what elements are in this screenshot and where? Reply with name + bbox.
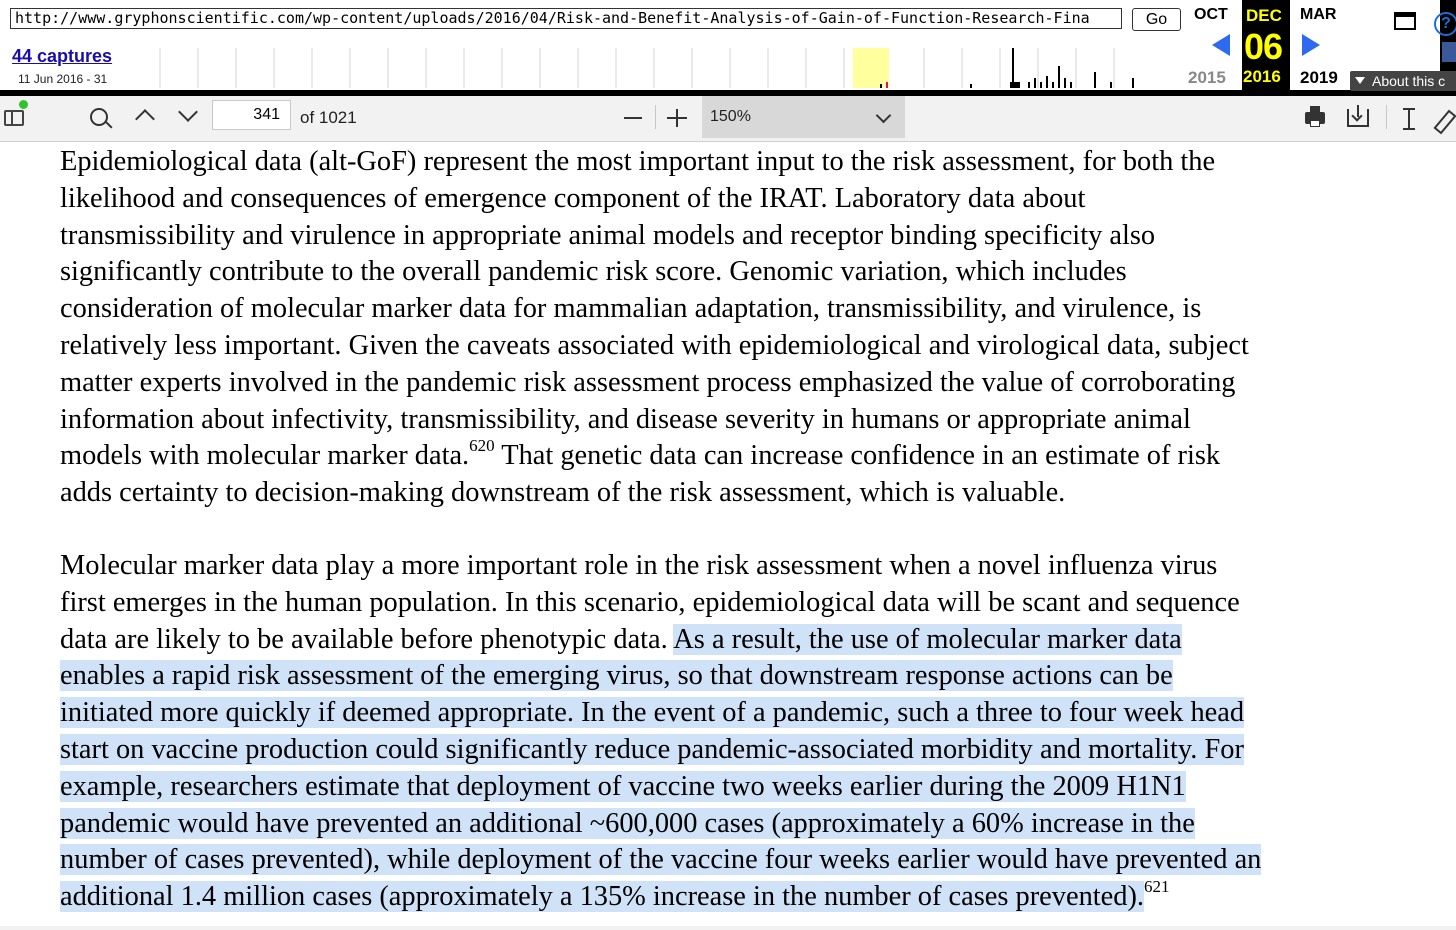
wayback-url-input[interactable]: http://www.gryphonscientific.com/wp-content/uploads/2016/04/Risk-and-Benefit-Analysis-of-Gain-of-Function-Research-Fina [10, 8, 1122, 29]
toolbar-divider [655, 105, 656, 129]
facebook-icon[interactable] [1442, 42, 1456, 62]
print-icon[interactable] [1305, 112, 1325, 124]
sidebar-toggle-icon[interactable] [4, 110, 24, 126]
sparkline-current-marker [886, 82, 888, 88]
pdf-page-content [60, 144, 1450, 916]
zoom-in-icon[interactable] [667, 109, 687, 127]
download-icon[interactable] [1347, 109, 1369, 127]
paragraph-text: Epidemiological data (alt-GoF) represent the most important input to the risk assessment, for both the likelihood and consequences of emergence component of the IRAT. Laboratory data about transmissibility and virulence in appropriate animal models and receptor binding specificity also significantly contribute to the overall pandemic risk score. Genomic variation, which includes consideration of molecular marker data for mammalian adaptation, transmissibility, and virulence, is relatively less important. Given the caveats associated with epidemiological and virological data, subject matter experts involved in the pandemic risk assessment process emphasized the value of corroborating information about infectivity, transmissibility, and disease severity in humans or appropriate animal models with molecular marker data. [60, 146, 1249, 472]
prev-capture-arrow-icon[interactable] [1212, 34, 1230, 56]
month-current: DEC [1246, 6, 1282, 25]
chevron-down-icon[interactable] [178, 102, 198, 122]
page-number-input[interactable] [212, 100, 291, 130]
text-cursor-icon[interactable] [1402, 108, 1416, 130]
wayback-toolbar [0, 0, 1456, 96]
paragraph [60, 548, 1450, 916]
go-button[interactable]: Go [1132, 8, 1181, 31]
year-next[interactable]: 2019 [1300, 68, 1338, 87]
calendar-icon[interactable] [1394, 12, 1416, 30]
month-prev[interactable]: OCT [1194, 6, 1228, 23]
capture-sparkline[interactable] [124, 48, 1150, 88]
day-current: 06 [1244, 26, 1283, 67]
zoom-select[interactable] [702, 96, 905, 138]
paragraph-text: Molecular marker data play a more important role in the risk assessment when a novel influenza virus first emerges in the human population. In this scenario, epidemiological data will be scant and sequence data are likely to be available before phenotypic data. [60, 549, 1240, 655]
about-this-capture-button[interactable]: About this c [1350, 71, 1456, 91]
sparkline-year-dividers [160, 48, 1114, 88]
notification-dot-icon [19, 100, 28, 109]
year-current: 2016 [1243, 67, 1281, 86]
page-bottom-edge [0, 926, 1456, 930]
search-icon[interactable] [90, 108, 108, 126]
page-count: of 1021 [300, 108, 357, 127]
caret-down-icon [1355, 77, 1365, 84]
footnote-ref[interactable]: 621 [1144, 877, 1170, 897]
zoom-out-icon[interactable] [624, 117, 642, 119]
wayback-toolbar-panel [0, 0, 1440, 90]
captures-date-range: 11 Jun 2016 - 31 [18, 72, 108, 86]
paragraph [60, 144, 1450, 512]
year-prev[interactable]: 2015 [1188, 68, 1226, 87]
help-icon[interactable]: ? [1434, 12, 1456, 36]
chevron-up-icon[interactable] [135, 109, 155, 129]
paragraph-text: That genetic data can increase confidence in an estimate of risk adds certainty to decision-making downstream of the risk assessment, which is valuable. [60, 440, 1221, 509]
toolbar-divider [1386, 105, 1387, 129]
next-capture-arrow-icon[interactable] [1302, 34, 1320, 56]
pdf-toolbar [0, 96, 1456, 142]
footnote-ref[interactable]: 620 [469, 436, 495, 456]
sparkline-current-year [853, 48, 889, 88]
sparkline-capture-bars [880, 48, 1134, 88]
selected-text: As a result, the use of molecular marker data enables a rapid risk assessment of the emerging virus, so that downstream response actions can be initiated more quickly if deemed appropriate. In the event of a pandemic, such a three to four week head start on vaccine production could significantly reduce pandemic-associated morbidity and mortality. For example, researchers estimate that deployment of vaccine two weeks earlier during the 2009 H1N1 pandemic would have prevented an additional ~600,000 cases (approximately a 60% increase in the number of cases prevented), while deployment of the vaccine four weeks earlier would have prevented an additional 1.4 million cases (approximately a 135% increase in the number of cases prevented). [60, 623, 1262, 913]
month-next[interactable]: MAR [1300, 6, 1337, 23]
pen-icon[interactable] [1433, 110, 1456, 135]
zoom-value: 150% [710, 108, 751, 125]
captures-link[interactable]: 44 captures [12, 46, 113, 66]
